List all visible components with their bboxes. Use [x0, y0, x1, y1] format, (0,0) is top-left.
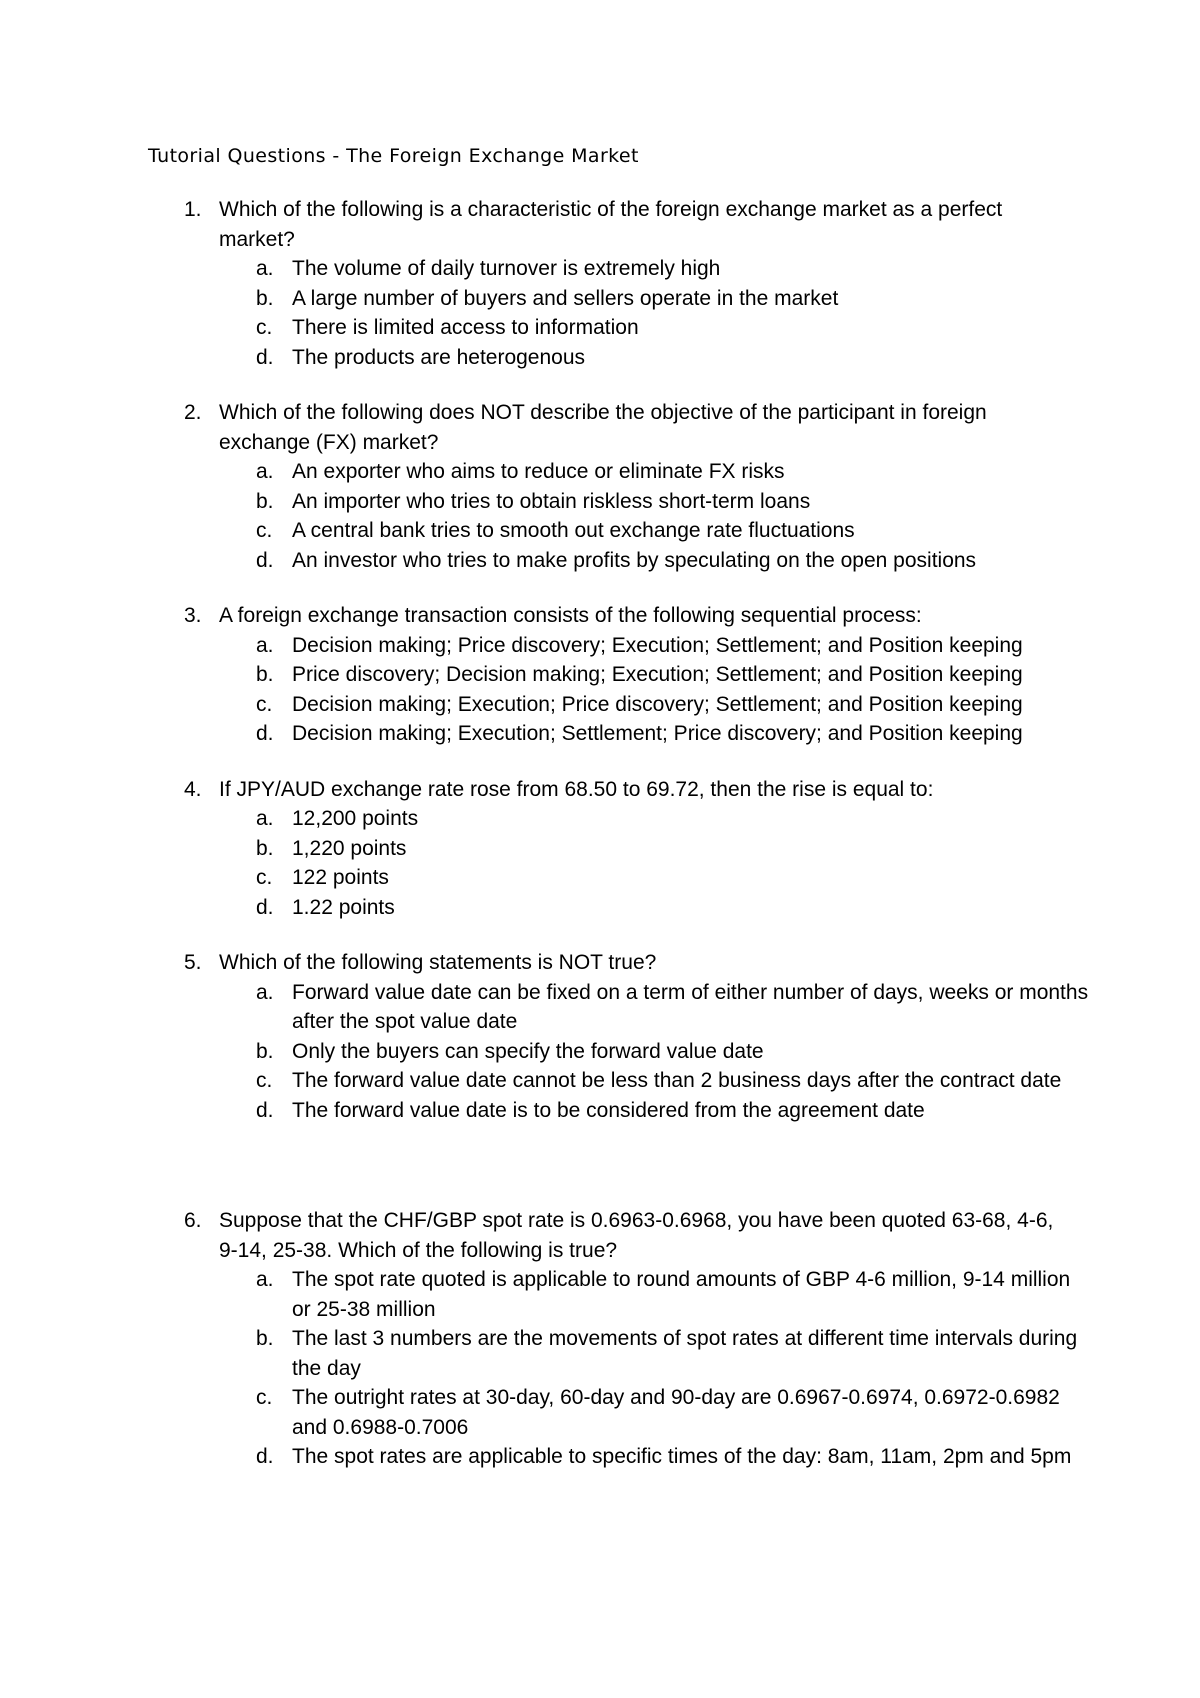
- option-list: [0, 978, 1200, 1126]
- option-letter: a.: [256, 980, 274, 1004]
- option-item: [0, 284, 1200, 314]
- option-text: Decision making; Price discovery; Execution; Settlement; and Position keeping: [292, 633, 1023, 657]
- option-letter: d.: [256, 895, 274, 919]
- option-text: 1,220 points: [292, 836, 407, 860]
- option-item: [0, 690, 1200, 720]
- option-text: The forward value date is to be considered from the agreement date: [292, 1098, 925, 1122]
- question-item: [0, 1206, 1200, 1472]
- option-letter: c.: [256, 692, 273, 716]
- option-item: [0, 719, 1200, 749]
- question-number: 3.: [184, 604, 202, 627]
- question-item: [0, 398, 1200, 575]
- spacer: [0, 1125, 1200, 1206]
- option-letter: a.: [256, 807, 274, 830]
- question-text: If JPY/AUD exchange rate rose from 68.50 to 69.72, then the rise is equal to:: [219, 777, 934, 801]
- option-text: The outright rates at 30-day, 60-day and 90-day are 0.6967-0.6974, 0.6972-0.6982 and 0.6988-0.7006: [292, 1386, 1060, 1439]
- option-letter: b.: [256, 663, 274, 686]
- question-number: 1.: [184, 198, 202, 221]
- option-item: [0, 343, 1200, 373]
- option-item: [0, 893, 1200, 923]
- option-letter: b.: [256, 1039, 274, 1063]
- option-item: [0, 254, 1200, 284]
- question-item: [0, 601, 1200, 749]
- option-text: Decision making; Execution; Settlement; Price discovery; and Position keeping: [292, 722, 1023, 745]
- option-text: Forward value date can be fixed on a term of either number of days, weeks or months after the spot value date: [292, 980, 1089, 1033]
- option-item: [0, 487, 1200, 517]
- option-item: [0, 1383, 1200, 1442]
- question-item: [0, 775, 1200, 923]
- question-text: Which of the following is a characteristic of the foreign exchange market as a perfect market?: [219, 198, 1003, 251]
- option-item: [0, 546, 1200, 576]
- option-letter: c.: [256, 519, 273, 542]
- option-letter: a.: [256, 460, 274, 483]
- option-letter: d.: [256, 722, 274, 745]
- option-text: 1.22 points: [292, 895, 395, 919]
- option-item: [0, 863, 1200, 893]
- option-item: [0, 313, 1200, 343]
- spacer: [0, 922, 1200, 948]
- question-item: [0, 948, 1200, 1125]
- option-text: Decision making; Execution; Price discovery; Settlement; and Position keeping: [292, 692, 1023, 716]
- option-list: [0, 631, 1200, 749]
- question-number: 4.: [184, 777, 202, 801]
- option-item: [0, 631, 1200, 661]
- option-letter: c.: [256, 1069, 273, 1092]
- question-number: 2.: [184, 401, 202, 424]
- option-text: Price discovery; Decision making; Execution; Settlement; and Position keeping: [292, 663, 1023, 686]
- option-list: [0, 804, 1200, 922]
- option-text: The spot rates are applicable to specific times of the day: 8am, 11am, 2pm and 5pm: [292, 1445, 1072, 1468]
- option-text: Only the buyers can specify the forward value date: [292, 1039, 764, 1063]
- option-letter: a.: [256, 1268, 274, 1291]
- option-text: An exporter who aims to reduce or eliminate FX risks: [292, 460, 785, 483]
- option-letter: b.: [256, 286, 274, 310]
- option-text: An investor who tries to make profits by speculating on the open positions: [292, 548, 977, 572]
- option-item: [0, 1037, 1200, 1067]
- option-letter: d.: [256, 345, 274, 369]
- spacer: [0, 749, 1200, 775]
- question-number: 5.: [184, 951, 202, 974]
- option-letter: c.: [256, 866, 273, 889]
- option-text: A central bank tries to smooth out exchange rate fluctuations: [292, 519, 855, 542]
- option-text: The last 3 numbers are the movements of spot rates at different time intervals during the day: [292, 1327, 1078, 1380]
- option-letter: b.: [256, 836, 274, 860]
- question-text: Which of the following statements is NOT true?: [219, 951, 657, 974]
- option-list: [0, 1265, 1200, 1472]
- option-text: The products are heterogenous: [292, 345, 586, 369]
- option-letter: a.: [256, 257, 274, 280]
- option-text: An importer who tries to obtain riskless short-term loans: [292, 489, 811, 513]
- option-item: [0, 804, 1200, 834]
- option-item: [0, 1265, 1200, 1324]
- spacer: [0, 575, 1200, 601]
- option-letter: b.: [256, 1327, 274, 1350]
- option-text: A large number of buyers and sellers operate in the market: [292, 286, 839, 310]
- option-item: [0, 834, 1200, 864]
- option-item: [0, 457, 1200, 487]
- option-item: [0, 1066, 1200, 1096]
- question-number: 6.: [184, 1209, 202, 1232]
- option-item: [0, 978, 1200, 1037]
- option-list: [0, 254, 1200, 372]
- option-item: [0, 1096, 1200, 1126]
- question-item: [0, 195, 1200, 372]
- option-text: The volume of daily turnover is extremely high: [292, 257, 721, 280]
- option-letter: d.: [256, 1445, 274, 1468]
- question-list: [0, 195, 1200, 1472]
- option-text: The spot rate quoted is applicable to round amounts of GBP 4-6 million, 9-14 million or 25-38 million: [292, 1268, 1071, 1321]
- option-text: The forward value date cannot be less than 2 business days after the contract date: [292, 1069, 1062, 1092]
- option-item: [0, 516, 1200, 546]
- option-text: 12,200 points: [292, 807, 419, 830]
- spacer: [0, 372, 1200, 398]
- option-text: There is limited access to information: [292, 316, 639, 339]
- question-text: Suppose that the CHF/GBP spot rate is 0.6963-0.6968, you have been quoted 63-68, 4-6, 9-14, 25-38. Which of the following is true?: [219, 1209, 1054, 1262]
- question-text: Which of the following does NOT describe the objective of the participant in foreign exchange (FX) market?: [219, 401, 987, 454]
- option-text: 122 points: [292, 866, 389, 889]
- option-list: [0, 457, 1200, 575]
- option-letter: a.: [256, 633, 274, 657]
- option-letter: c.: [256, 316, 273, 339]
- question-text: A foreign exchange transaction consists of the following sequential process:: [219, 604, 922, 627]
- option-item: [0, 1324, 1200, 1383]
- option-letter: d.: [256, 1098, 274, 1122]
- option-letter: d.: [256, 548, 274, 572]
- document-title: Tutorial Questions - The Foreign Exchange Market: [148, 145, 639, 167]
- option-letter: b.: [256, 489, 274, 513]
- option-item: [0, 1442, 1200, 1472]
- option-letter: c.: [256, 1386, 273, 1409]
- option-item: [0, 660, 1200, 690]
